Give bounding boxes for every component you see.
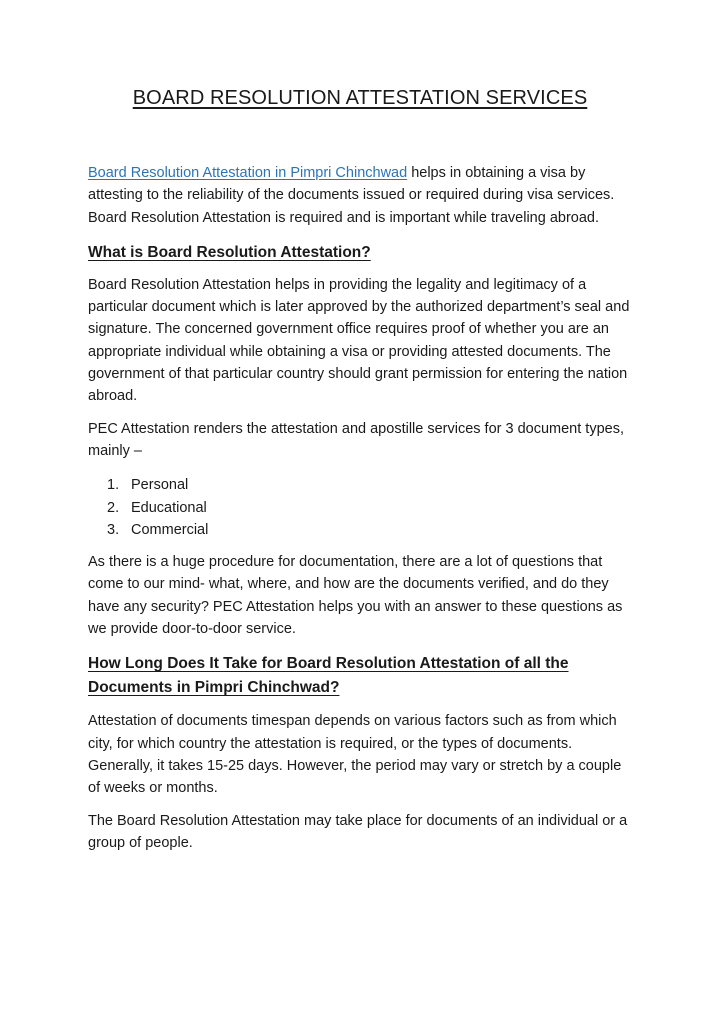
list-item-text: Personal — [131, 477, 189, 494]
section2-paragraph-2: The Board Resolution Attestation may take place for documents of an individual or a group of people. — [88, 812, 628, 851]
section1-paragraph-3: As there is a huge procedure for documentation, there are a lot of questions that come to our mind- what, where, and how are the documents verified, and do they have any security? PEC Attestation helps you with an answer to these questions as we provide door-to-door service. — [88, 554, 623, 638]
section1-paragraph-2: PEC Attestation renders the attestation and apostille services for 3 document types, mainly – — [88, 420, 624, 459]
list-item-text: Educational — [131, 499, 207, 516]
document-types-list — [88, 474, 632, 541]
list-item-text: Commercial — [131, 521, 209, 538]
list-item-number: 2. — [107, 499, 120, 516]
list-item-number: 3. — [107, 521, 120, 538]
section2-paragraph-1: Attestation of documents timespan depends on various factors such as from which city, for which country the attestation is required, or the types of documents. Generally, it takes 15-25 days. However, the period may vary or stretch by a couple of weeks or months. — [88, 713, 622, 797]
section-heading-how-long: How Long Does It Take for Board Resolution Attestation of all the Documents in Pimpri Chinchwad? — [88, 655, 569, 697]
list-item-number: 1. — [107, 477, 120, 494]
list-item — [88, 519, 632, 541]
attestation-pimpri-link[interactable]: Board Resolution Attestation in Pimpri Chinchwad — [88, 165, 408, 181]
list-item — [88, 497, 632, 519]
document-title: BOARD RESOLUTION ATTESTATION SERVICES — [132, 87, 588, 109]
section1-paragraph-1: Board Resolution Attestation helps in providing the legality and legitimacy of a particular document which is later approved by the authorized department’s seal and signature. The concerned government office requires proof of whether you are an appropriate individual while obtaining a visa or providing attested documents. The government of that particular country should grant permission for entering the nation abroad. — [88, 276, 630, 405]
intro-paragraph — [88, 162, 632, 229]
intro-text: helps in obtaining a visa by attesting to the reliability of the documents issued or required during visa services. Board Resolution Attestation is required and is important while traveling abroad. — [88, 165, 615, 226]
list-item — [88, 474, 632, 496]
section-heading-what-is: What is Board Resolution Attestation? — [88, 243, 371, 261]
